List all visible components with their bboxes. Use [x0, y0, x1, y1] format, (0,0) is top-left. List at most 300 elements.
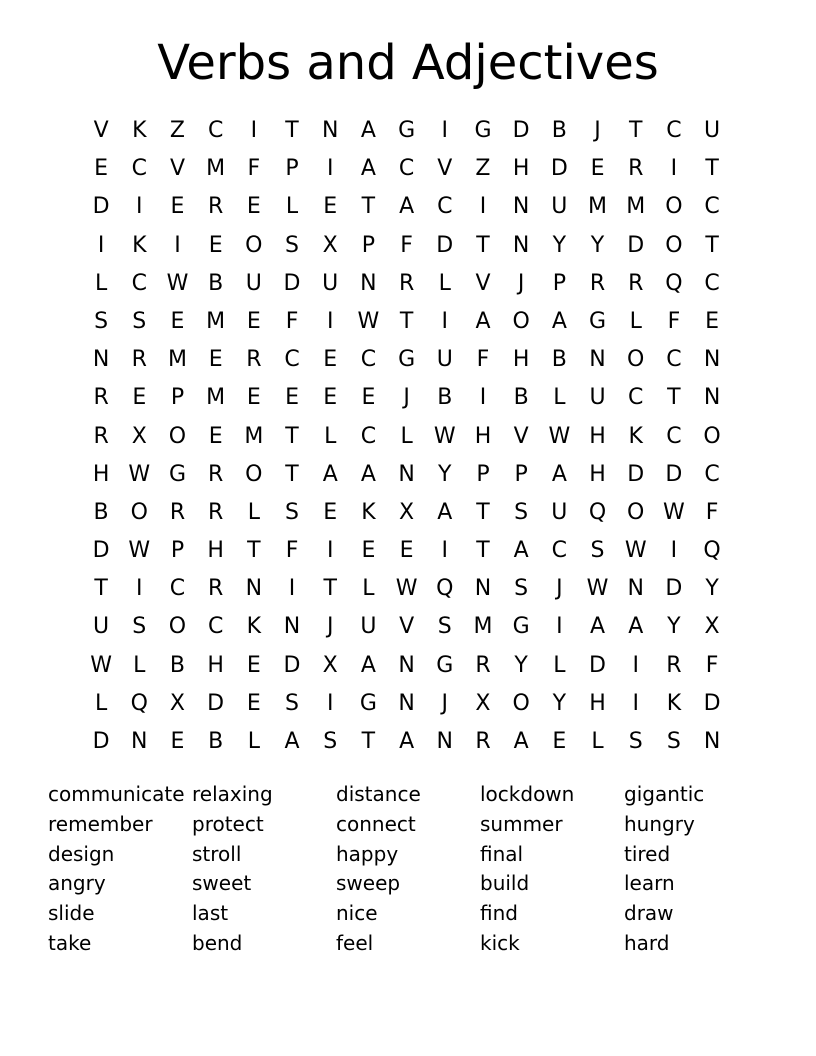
grid-letter: L	[438, 270, 451, 296]
word-list-item: take	[48, 930, 92, 955]
grid-letter: R	[475, 729, 491, 754]
word-list-item: final	[480, 841, 524, 866]
word-list-item: gigantic	[624, 782, 705, 806]
grid-letter: T	[323, 576, 337, 602]
grid-row	[82, 418, 731, 456]
grid-letter: H	[92, 461, 110, 487]
grid-letter: C	[628, 385, 644, 411]
grid-letter: A	[437, 499, 453, 525]
grid-letter: H	[589, 461, 606, 487]
page-title: Verbs and Adjectives	[157, 35, 659, 91]
grid-letter: U	[245, 270, 262, 296]
grid-letter: N	[398, 652, 415, 678]
grid-letter: W	[357, 308, 380, 334]
grid-letter: M	[206, 308, 226, 334]
grid-letter: T	[476, 538, 490, 564]
grid-letter: G	[589, 308, 607, 334]
grid-letter: E	[285, 385, 299, 411]
grid-letter: N	[398, 461, 415, 487]
letter-grid	[82, 112, 731, 761]
grid-row	[82, 647, 731, 685]
grid-letter: G	[359, 690, 377, 716]
grid-letter: C	[666, 118, 682, 143]
grid-letter: A	[360, 461, 376, 487]
grid-letter: R	[246, 347, 262, 373]
grid-letter: N	[703, 347, 721, 373]
grid-letter: C	[131, 156, 147, 182]
grid-letter: G	[512, 614, 530, 640]
grid-letter: A	[551, 308, 567, 334]
grid-letter: U	[360, 614, 377, 640]
word-list	[48, 780, 768, 959]
grid-letter: T	[667, 385, 681, 411]
word-list-item: find	[480, 901, 518, 926]
grid-letter: P	[285, 156, 299, 182]
grid-letter: H	[207, 652, 224, 678]
grid-letter: A	[590, 614, 606, 640]
grid-letter: W	[395, 576, 418, 602]
word-list-item: learn	[624, 871, 675, 896]
grid-letter: C	[131, 270, 147, 296]
grid-letter: K	[361, 499, 376, 525]
grid-letter: M	[244, 423, 264, 449]
grid-letter: R	[131, 347, 147, 373]
grid-letter: O	[627, 499, 645, 525]
grid-letter: L	[285, 194, 299, 220]
grid-letter: C	[666, 423, 682, 449]
grid-letter: O	[168, 423, 187, 449]
grid-letter: B	[208, 270, 224, 296]
grid-letter: D	[665, 576, 683, 602]
grid-letter: K	[132, 118, 147, 143]
grid-letter: Y	[667, 614, 681, 640]
grid-letter: A	[399, 194, 415, 220]
grid-letter: X	[169, 690, 185, 716]
grid-letter: S	[666, 729, 681, 754]
grid-letter: D	[92, 729, 110, 754]
grid-letter: U	[93, 614, 110, 640]
grid-letter: H	[589, 423, 606, 449]
word-list-item: sweet	[192, 871, 252, 896]
grid-letter: I	[174, 232, 181, 258]
grid-letter: N	[703, 385, 721, 411]
grid-letter: C	[398, 156, 415, 182]
grid-letter: E	[208, 232, 223, 258]
grid-letter: V	[437, 156, 453, 182]
grid-letter: E	[208, 423, 223, 449]
grid-letter: Y	[514, 652, 528, 678]
grid-letter: C	[704, 461, 720, 487]
grid-letter: V	[475, 270, 491, 296]
grid-letter: D	[207, 690, 225, 716]
grid-letter: T	[476, 232, 490, 258]
grid-letter: X	[399, 499, 415, 525]
grid-letter: R	[208, 194, 224, 220]
grid-letter: R	[208, 461, 224, 487]
grid-letter: C	[437, 194, 453, 220]
grid-letter: U	[551, 194, 568, 220]
grid-letter: I	[326, 690, 334, 716]
grid-letter: I	[670, 156, 678, 182]
grid-letter: E	[208, 347, 223, 373]
grid-letter: I	[288, 576, 296, 602]
grid-letter: W	[586, 576, 609, 602]
grid-letter: D	[627, 232, 645, 258]
word-list-item: tired	[624, 841, 671, 866]
grid-letter: L	[94, 690, 108, 716]
word-list-item: stroll	[192, 841, 242, 866]
grid-letter: X	[322, 232, 338, 258]
grid-letter: R	[208, 576, 224, 602]
word-list-item: bend	[192, 930, 243, 955]
grid-letter: L	[324, 423, 337, 449]
grid-row	[82, 303, 731, 341]
grid-letter: I	[326, 538, 334, 564]
grid-letter: C	[207, 614, 224, 640]
word-list-item: remember	[48, 811, 153, 836]
grid-letter: O	[703, 423, 721, 449]
word-list-item: feel	[336, 930, 374, 955]
word-list-item: lockdown	[480, 782, 575, 806]
grid-letter: M	[206, 385, 226, 411]
grid-letter: N	[398, 690, 415, 716]
grid-row	[82, 570, 731, 608]
grid-letter: S	[132, 614, 147, 640]
grid-letter: F	[285, 308, 299, 334]
grid-letter: R	[93, 423, 109, 449]
grid-letter: R	[628, 156, 644, 182]
word-list-item: distance	[336, 782, 421, 806]
word-list-item: connect	[336, 811, 416, 836]
grid-letter: A	[513, 729, 529, 754]
grid-letter: I	[136, 576, 143, 602]
grid-letter: T	[94, 576, 108, 602]
grid-letter: I	[97, 232, 105, 258]
grid-row	[82, 265, 731, 303]
grid-row	[82, 227, 731, 265]
grid-letter: R	[628, 270, 644, 296]
grid-letter: C	[360, 423, 377, 449]
word-list-item: slide	[48, 901, 95, 926]
grid-letter: T	[285, 461, 299, 487]
grid-row	[82, 608, 731, 646]
grid-letter: S	[590, 538, 605, 564]
grid-letter: W	[128, 461, 151, 487]
grid-letter: A	[628, 614, 644, 640]
grid-letter: T	[361, 194, 376, 220]
grid-letter: F	[705, 652, 719, 678]
grid-letter: Q	[703, 538, 721, 564]
grid-letter: A	[551, 461, 567, 487]
grid-letter: Y	[590, 232, 605, 258]
grid-letter: C	[360, 347, 377, 373]
grid-letter: W	[166, 270, 189, 296]
grid-letter: H	[207, 538, 224, 564]
grid-letter: Q	[130, 690, 148, 716]
word-list-item: kick	[480, 930, 520, 955]
grid-letter: E	[590, 156, 605, 182]
grid-letter: C	[207, 118, 224, 143]
grid-letter: O	[512, 308, 530, 334]
grid-letter: B	[551, 118, 567, 143]
grid-letter: P	[552, 270, 566, 296]
grid-letter: R	[666, 652, 682, 678]
grid-letter: D	[283, 652, 301, 678]
grid-letter: V	[399, 614, 415, 640]
grid-letter: A	[475, 308, 491, 334]
grid-letter: V	[169, 156, 185, 182]
word-list-item: design	[48, 841, 115, 866]
grid-letter: O	[627, 347, 645, 373]
grid-letter: E	[246, 652, 261, 678]
grid-letter: T	[285, 423, 299, 449]
grid-letter: G	[398, 118, 416, 143]
grid-letter: Y	[552, 690, 567, 716]
grid-letter: O	[245, 232, 263, 258]
grid-letter: W	[90, 652, 112, 678]
grid-letter: D	[92, 194, 110, 220]
grid-letter: C	[666, 347, 682, 373]
grid-letter: Y	[438, 461, 452, 487]
grid-row	[82, 456, 731, 494]
grid-letter: T	[247, 538, 261, 564]
grid-letter: V	[93, 118, 109, 143]
grid-letter: S	[628, 729, 643, 754]
grid-letter: L	[553, 385, 566, 411]
grid-letter: V	[513, 423, 529, 449]
word-list-item: relaxing	[192, 782, 273, 806]
grid-letter: C	[284, 347, 300, 373]
grid-letter: J	[403, 385, 410, 411]
grid-letter: P	[476, 461, 490, 487]
grid-letter: W	[548, 423, 571, 449]
grid-letter: D	[512, 118, 530, 143]
grid-row	[82, 685, 731, 723]
grid-letter: J	[441, 690, 449, 716]
grid-letter: W	[663, 499, 685, 525]
grid-letter: N	[321, 118, 339, 143]
grid-letter: L	[247, 729, 260, 754]
grid-letter: N	[474, 576, 492, 602]
grid-letter: M	[473, 614, 493, 640]
grid-row	[82, 188, 731, 226]
word-list-item: nice	[336, 901, 378, 926]
grid-letter: R	[398, 270, 415, 296]
grid-letter: A	[322, 461, 338, 487]
grid-letter: F	[247, 156, 261, 182]
grid-letter: J	[556, 576, 563, 602]
grid-letter: P	[361, 232, 376, 258]
grid-row	[82, 112, 731, 150]
grid-letter: I	[479, 385, 487, 411]
grid-letter: B	[208, 729, 224, 754]
grid-letter: E	[94, 156, 109, 182]
grid-letter: C	[551, 538, 568, 564]
grid-letter: I	[670, 538, 678, 564]
grid-letter: R	[208, 499, 224, 525]
grid-letter: N	[92, 347, 110, 373]
grid-letter: M	[626, 194, 646, 220]
grid-letter: P	[170, 538, 185, 564]
grid-letter: M	[167, 347, 187, 373]
grid-letter: E	[323, 194, 338, 220]
grid-letter: L	[362, 576, 375, 602]
grid-letter: B	[169, 652, 186, 678]
grid-letter: N	[627, 576, 644, 602]
grid-letter: O	[512, 690, 530, 716]
grid-letter: N	[436, 729, 454, 754]
grid-letter: Q	[436, 576, 454, 602]
grid-row	[82, 379, 731, 417]
grid-row	[82, 494, 731, 532]
grid-letter: G	[436, 652, 454, 678]
grid-letter: N	[245, 576, 263, 602]
grid-letter: R	[169, 499, 186, 525]
grid-letter: W	[624, 538, 647, 564]
grid-letter: N	[131, 729, 148, 754]
grid-letter: A	[360, 118, 376, 143]
grid-letter: B	[437, 385, 453, 411]
grid-letter: T	[628, 118, 643, 143]
grid-letter: U	[322, 270, 339, 296]
grid-letter: S	[285, 232, 300, 258]
grid-letter: I	[250, 118, 258, 143]
grid-letter: S	[514, 576, 529, 602]
grid-letter: Z	[169, 118, 185, 143]
grid-letter: Z	[475, 156, 491, 182]
grid-letter: I	[556, 614, 563, 640]
grid-letter: G	[168, 461, 186, 487]
grid-letter: B	[551, 347, 567, 373]
grid-letter: I	[136, 194, 143, 220]
grid-letter: L	[591, 729, 604, 754]
grid-letter: S	[285, 690, 300, 716]
grid-letter: E	[170, 308, 185, 334]
grid-letter: R	[93, 385, 109, 411]
grid-letter: M	[206, 156, 226, 182]
grid-letter: X	[322, 652, 338, 678]
grid-letter: E	[705, 308, 720, 334]
grid-letter: I	[441, 118, 449, 143]
word-list-item: last	[192, 901, 229, 926]
grid-letter: K	[246, 614, 262, 640]
grid-letter: W	[433, 423, 456, 449]
grid-letter: U	[436, 347, 453, 373]
grid-letter: N	[703, 729, 721, 754]
grid-letter: L	[133, 652, 146, 678]
grid-row	[82, 341, 731, 379]
grid-letter: C	[169, 576, 186, 602]
word-list-item: draw	[624, 901, 674, 926]
grid-letter: B	[513, 385, 529, 411]
grid-letter: I	[632, 690, 639, 716]
grid-letter: L	[247, 499, 260, 525]
grid-letter: N	[589, 347, 606, 373]
grid-letter: W	[128, 538, 151, 564]
grid-letter: E	[170, 194, 185, 220]
grid-letter: E	[246, 308, 261, 334]
grid-letter: C	[704, 194, 720, 220]
grid-letter: L	[629, 308, 642, 334]
word-list-item: sweep	[336, 871, 401, 896]
grid-letter: A	[360, 156, 376, 182]
grid-letter: R	[589, 270, 606, 296]
word-list-item: build	[480, 871, 530, 896]
grid-letter: R	[475, 652, 491, 678]
grid-letter: L	[94, 270, 108, 296]
grid-row	[82, 532, 731, 570]
grid-letter: O	[130, 499, 148, 525]
grid-letter: D	[627, 461, 645, 487]
grid-letter: U	[551, 499, 568, 525]
grid-letter: E	[552, 729, 567, 754]
grid-letter: L	[553, 652, 566, 678]
grid-letter: H	[474, 423, 492, 449]
grid-letter: L	[400, 423, 413, 449]
grid-letter: A	[360, 652, 376, 678]
grid-letter: X	[704, 614, 720, 640]
grid-letter: N	[512, 232, 530, 258]
grid-letter: E	[246, 194, 261, 220]
grid-letter: X	[131, 423, 147, 449]
grid-letter: E	[323, 385, 338, 411]
grid-letter: F	[705, 499, 719, 525]
grid-letter: M	[588, 194, 608, 220]
grid-letter: K	[132, 232, 147, 258]
grid-letter: S	[323, 729, 338, 754]
grid-letter: D	[92, 538, 110, 564]
grid-letter: O	[168, 614, 187, 640]
grid-letter: F	[285, 538, 299, 564]
grid-letter: C	[704, 270, 720, 296]
grid-letter: E	[361, 538, 376, 564]
grid-letter: D	[283, 270, 301, 296]
word-list-item: communicate	[48, 782, 185, 806]
grid-letter: F	[476, 347, 490, 373]
grid-letter: E	[132, 385, 147, 411]
grid-letter: T	[399, 308, 414, 334]
grid-letter: E	[170, 729, 185, 754]
grid-letter: I	[479, 194, 487, 220]
grid-letter: Y	[552, 232, 567, 258]
grid-row	[82, 150, 731, 188]
grid-letter: S	[437, 614, 452, 640]
grid-letter: B	[93, 499, 109, 525]
grid-letter: S	[285, 499, 300, 525]
grid-letter: G	[398, 347, 416, 373]
grid-letter: X	[475, 690, 491, 716]
grid-letter: N	[360, 270, 377, 296]
grid-letter: E	[246, 385, 261, 411]
grid-letter: A	[513, 538, 529, 564]
grid-letter: D	[436, 232, 454, 258]
grid-letter: S	[514, 499, 529, 525]
word-list-item: protect	[192, 811, 264, 836]
grid-letter: T	[285, 118, 299, 143]
grid-letter: J	[594, 118, 601, 143]
grid-letter: T	[361, 729, 376, 754]
grid-letter: U	[704, 118, 721, 143]
grid-letter: I	[441, 538, 449, 564]
grid-letter: U	[589, 385, 606, 411]
grid-letter: E	[399, 538, 414, 564]
grid-letter: F	[667, 308, 681, 334]
grid-letter: Y	[705, 576, 719, 602]
grid-letter: H	[589, 690, 606, 716]
grid-letter: O	[665, 232, 683, 258]
grid-letter: D	[703, 690, 721, 716]
word-list-item: happy	[336, 841, 399, 866]
